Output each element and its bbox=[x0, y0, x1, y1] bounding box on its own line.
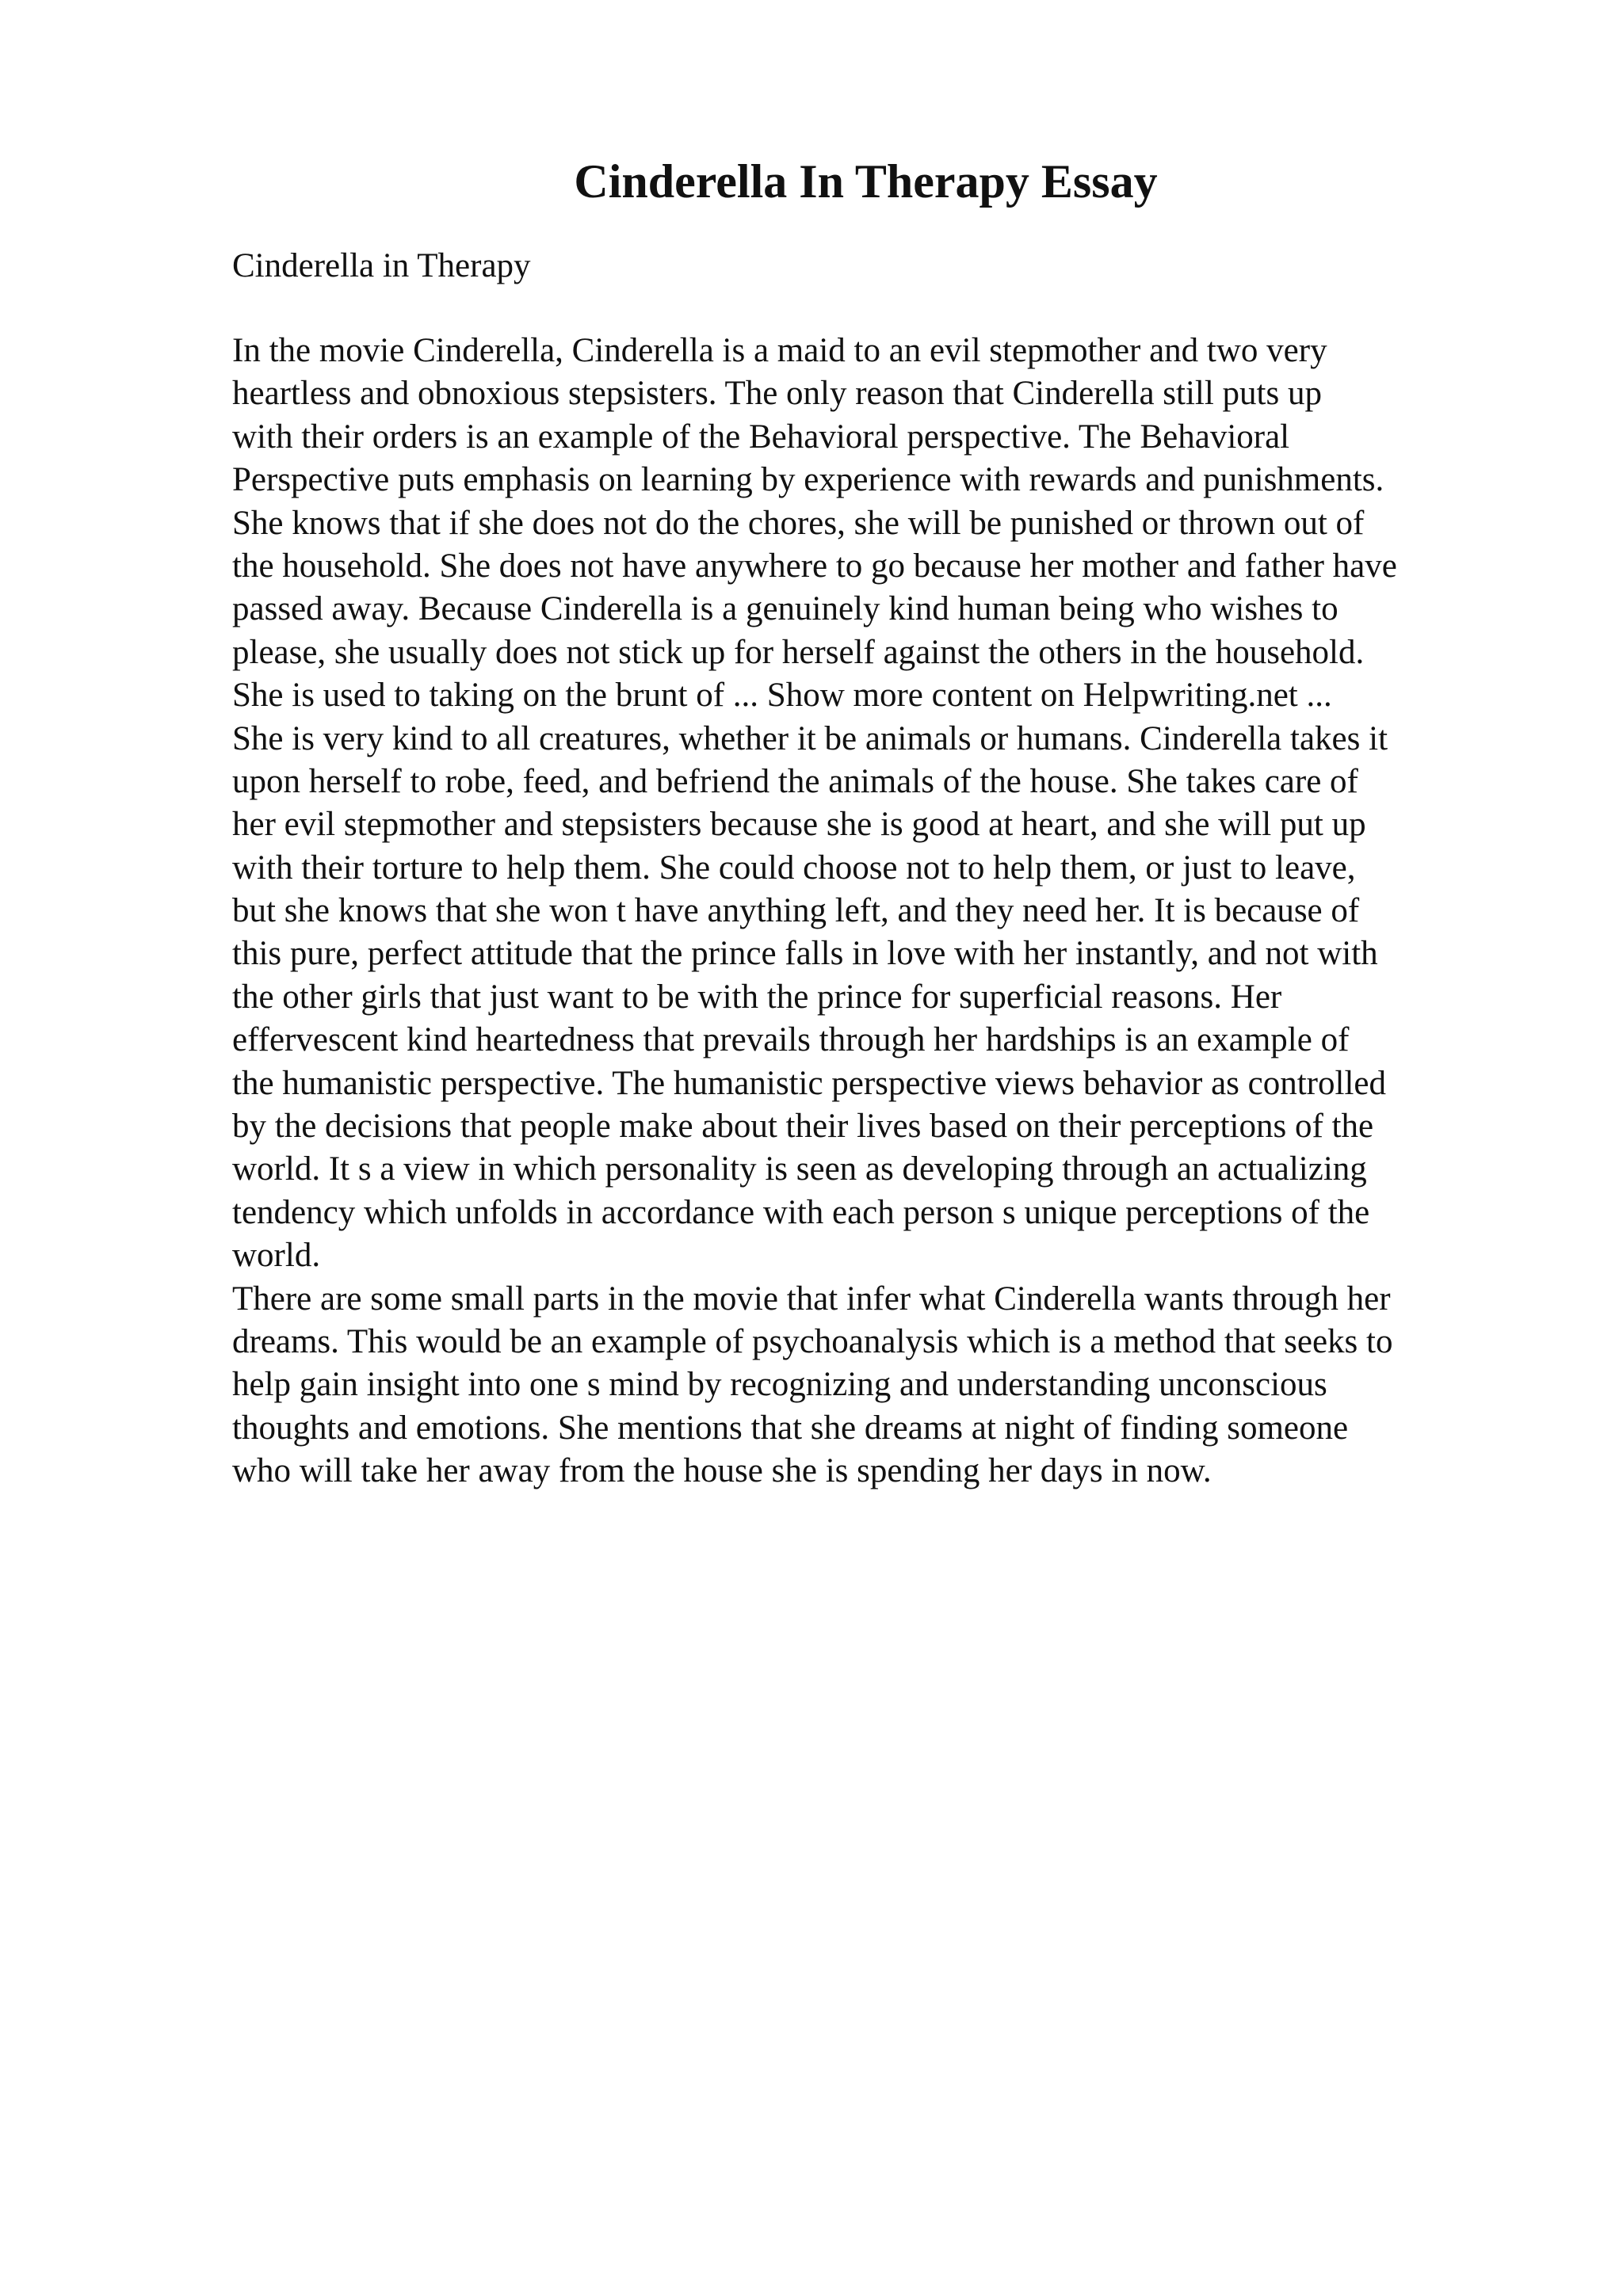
text-line: help gain insight into one s mind by recognizing and understanding unconscious bbox=[232, 1366, 1327, 1404]
text-line: the humanistic perspective. The humanistic perspective views behavior as controlled bbox=[232, 1064, 1386, 1102]
text-line: dreams. This would be an example of psychoanalysis which is a method that seeks to bbox=[232, 1322, 1393, 1360]
text-line: please, she usually does not stick up for herself against the others in the household. bbox=[232, 633, 1365, 671]
essay-body bbox=[232, 330, 1516, 1493]
text-line: tendency which unfolds in accordance with each person s unique perceptions of the bbox=[232, 1193, 1370, 1231]
text-line: with their orders is an example of the Behavioral perspective. The Behavioral bbox=[232, 418, 1290, 456]
text-line: the other girls that just want to be with the prince for superficial reasons. Her bbox=[232, 978, 1282, 1016]
document-subtitle: Cinderella in Therapy bbox=[232, 247, 531, 284]
text-line: She is used to taking on the brunt of ... Show more content on Helpwriting.net ... bbox=[232, 677, 1332, 715]
text-line: with their torture to help them. She could choose not to help them, or just to leave, bbox=[232, 849, 1356, 887]
text-line: She is very kind to all creatures, whether it be animals or humans. Cinderella takes it bbox=[232, 719, 1388, 757]
text-line: this pure, perfect attitude that the prince falls in love with her instantly, and not with bbox=[232, 935, 1378, 973]
text-line: She knows that if she does not do the chores, she will be punished or thrown out of bbox=[232, 504, 1365, 542]
text-line: by the decisions that people make about their lives based on their perceptions of the bbox=[232, 1108, 1374, 1146]
text-line: There are some small parts in the movie that infer what Cinderella wants through her bbox=[232, 1280, 1391, 1318]
text-line: the household. She does not have anywhere to go because her mother and father have bbox=[232, 547, 1397, 585]
text-line: In the movie Cinderella, Cinderella is a maid to an evil stepmother and two very bbox=[232, 332, 1327, 369]
text-line: effervescent kind heartedness that prevails through her hardships is an example of bbox=[232, 1021, 1350, 1059]
text-line: world. bbox=[232, 1237, 321, 1275]
text-line: passed away. Because Cinderella is a genuinely kind human being who wishes to bbox=[232, 590, 1338, 628]
document-title: Cinderella In Therapy Essay bbox=[574, 155, 1158, 208]
text-line: heartless and obnoxious stepsisters. The only reason that Cinderella still puts up bbox=[232, 375, 1322, 413]
text-line: Perspective puts emphasis on learning by experience with rewards and punishments. bbox=[232, 461, 1384, 499]
text-line: world. It s a view in which personality is seen as developing through an actualizing bbox=[232, 1150, 1367, 1188]
text-line: her evil stepmother and stepsisters because she is good at heart, and she will put up bbox=[232, 806, 1366, 844]
text-line: who will take her away from the house she is spending her days in now. bbox=[232, 1452, 1212, 1490]
text-line: but she knows that she won t have anything left, and they need her. It is because of bbox=[232, 892, 1360, 930]
text-line: upon herself to robe, feed, and befriend the animals of the house. She takes care of bbox=[232, 762, 1358, 800]
text-line: thoughts and emotions. She mentions that she dreams at night of finding someone bbox=[232, 1409, 1349, 1447]
